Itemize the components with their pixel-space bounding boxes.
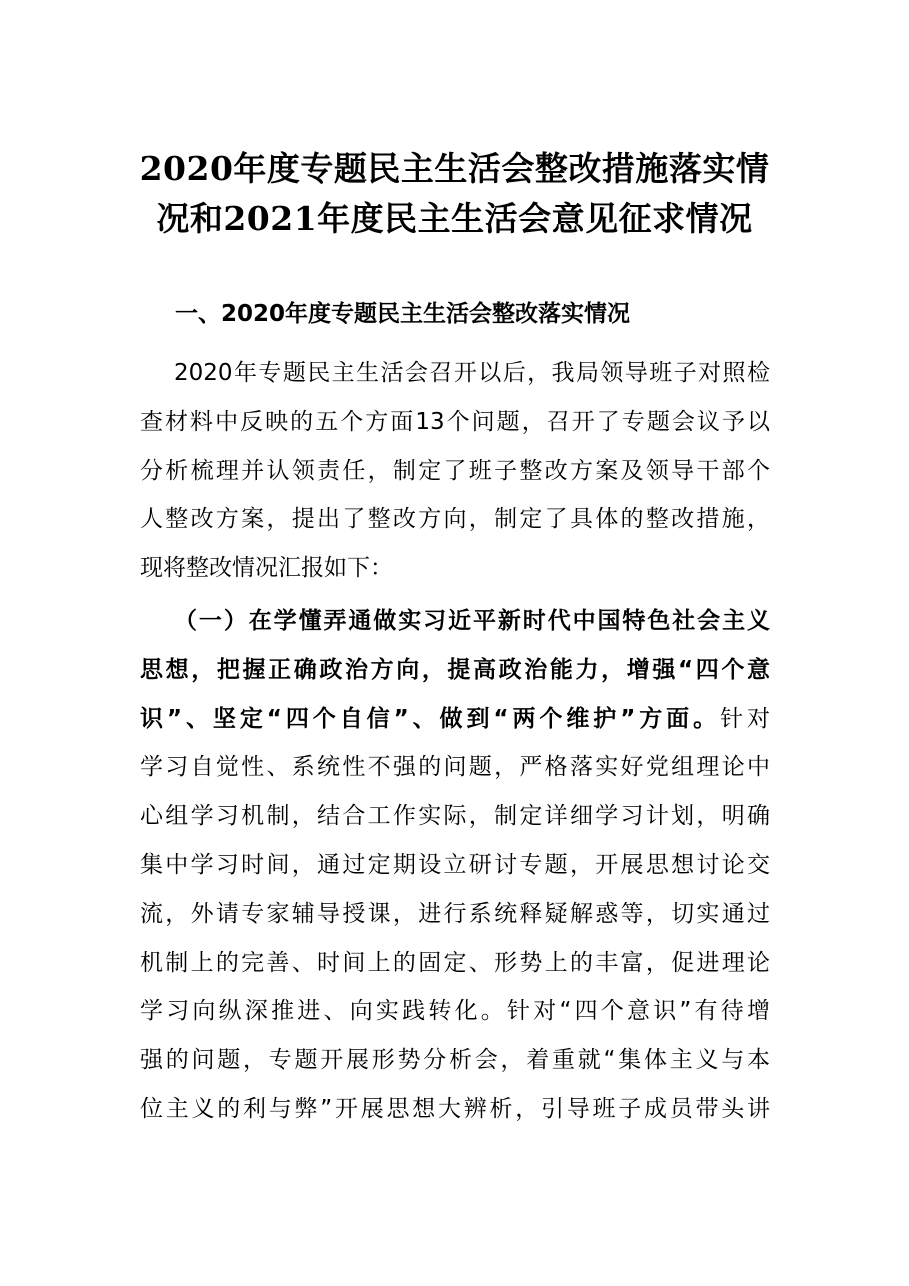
paragraph-2-line: 集中学习时间，通过定期设立研讨专题，开展思想讨论交 [140, 851, 770, 878]
paragraph-1-line: 2020年专题民主生活会召开以后，我局领导班子对照检 [174, 360, 770, 386]
paragraph-2-regular-segment: 针对 [720, 705, 770, 732]
paragraph-2-mixed-line [140, 695, 770, 744]
paragraph-2-line: 流，外请专家辅导授课，进行系统释疑解惑等，切实通过 [140, 900, 770, 927]
paragraph-2-line: 强的问题，专题开展形势分析会，着重就“集体主义与本 [140, 1047, 770, 1074]
paragraph-2 [140, 597, 770, 1134]
section-heading: 一、2020年度专题民主生活会整改落实情况 [175, 301, 631, 327]
title-line-2: 况和2021年度民主生活会意见征求情况 [156, 199, 753, 238]
paragraph-2-bold-line: （一）在学懂弄通做实习近平新时代中国特色社会主义 [174, 608, 770, 634]
title-line-1: 2020年度专题民主生活会整改措施落实情 [139, 149, 770, 188]
paragraph-2-line: 位主义的利与弊”开展思想大辨析，引导班子成员带头讲 [140, 1095, 770, 1122]
paragraph-2-line: 机制上的完善、时间上的固定、形势上的丰富，促进理论 [140, 949, 770, 976]
paragraph-1-line: 现将整改情况汇报如下： [140, 555, 393, 582]
paragraph-1-line: 人整改方案，提出了整改方向，制定了具体的整改措施， [140, 506, 770, 533]
document-title [120, 144, 789, 244]
paragraph-2-bold-segment: 识”、坚定“四个自信”、做到“两个维护”方面。 [140, 705, 721, 732]
paragraph-1-line: 分析梳理并认领责任，制定了班子整改方案及领导干部个 [140, 457, 770, 484]
paragraph-2-line: 学习向纵深推进、向实践转化。针对“四个意识”有待增 [140, 998, 770, 1025]
paragraph-2-line: 学习自觉性、系统性不强的问题，严格落实好党组理论中 [140, 754, 770, 781]
paragraph-2-line: 心组学习机制，结合工作实际，制定详细学习计划，明确 [140, 803, 770, 830]
paragraph-2-bold-line: 思想，把握正确政治方向，提高政治能力，增强“四个意 [140, 656, 770, 683]
paragraph-1 [140, 349, 770, 593]
paragraph-1-line: 查材料中反映的五个方面13个问题，召开了专题会议予以 [140, 408, 770, 435]
